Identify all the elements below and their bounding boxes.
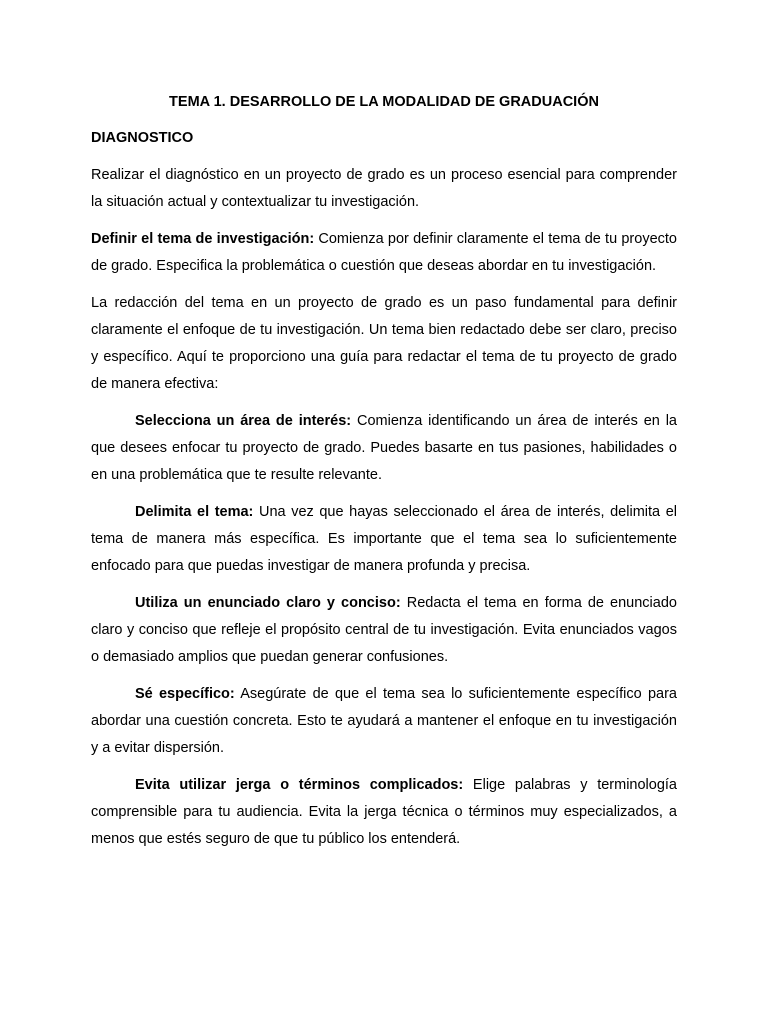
paragraph-lead: Evita utilizar jerga o términos complicados:: [135, 777, 464, 793]
document-body: [91, 162, 677, 863]
paragraph-lead: Definir el tema de investigación:: [91, 231, 315, 247]
paragraph-text: Comienza por definir claramente el tema de tu proyecto de grado. Especifica la problemática o cuestión que deseas abordar en tu investigación.: [91, 231, 677, 274]
paragraph-intro: [91, 162, 677, 216]
paragraph-lead: Utiliza un enunciado claro y conciso:: [135, 595, 401, 611]
paragraph-enunciado: [91, 590, 677, 671]
paragraph-redaccion: [91, 290, 677, 398]
paragraph-text: Realizar el diagnóstico en un proyecto de grado es un proceso esencial para comprender la situación actual y contextualizar tu investigación.: [91, 167, 677, 210]
paragraph-definir-tema: [91, 226, 677, 280]
section-heading: DIAGNOSTICO: [91, 130, 194, 146]
paragraph-text: Una vez que hayas seleccionado el área de interés, delimita el tema de manera más específica. Es importante que el tema sea lo suficientemente enfocado para que puedas investigar de manera profunda y precisa.: [91, 504, 677, 574]
paragraph-area-interes: [91, 408, 677, 489]
paragraph-text: Elige palabras y terminología comprensible para tu audiencia. Evita la jerga técnica o términos muy especializados, a menos que estés seguro de que tu público los entenderá.: [91, 777, 677, 847]
paragraph-jerga: [91, 772, 677, 853]
paragraph-text: La redacción del tema en un proyecto de grado es un paso fundamental para definir claramente el enfoque de tu investigación. Un tema bien redactado debe ser claro, preciso y específico. Aquí te proporciono una guía para redactar el tema de tu proyecto de grado de manera efectiva:: [91, 295, 677, 392]
paragraph-text: Asegúrate de que el tema sea lo suficientemente específico para abordar una cuestión concreta. Esto te ayudará a mantener el enfoque en tu investigación y a evitar dispersión.: [91, 686, 677, 756]
paragraph-delimita: [91, 499, 677, 580]
paragraph-text: Redacta el tema en forma de enunciado claro y conciso que refleje el propósito central de tu investigación. Evita enunciados vagos o demasiado amplios que puedan generar confusiones.: [91, 595, 677, 665]
paragraph-lead: Delimita el tema:: [135, 504, 254, 520]
paragraph-text: Comienza identificando un área de interés en la que desees enfocar tu proyecto de grado. Puedes basarte en tus pasiones, habilidades o en una problemática que te resulte relevante.: [91, 413, 677, 483]
paragraph-lead: Selecciona un área de interés:: [135, 413, 352, 429]
document-title: TEMA 1. DESARROLLO DE LA MODALIDAD DE GRADUACIÓN: [169, 94, 599, 110]
paragraph-especifico: [91, 681, 677, 762]
paragraph-lead: Sé específico:: [135, 686, 235, 702]
